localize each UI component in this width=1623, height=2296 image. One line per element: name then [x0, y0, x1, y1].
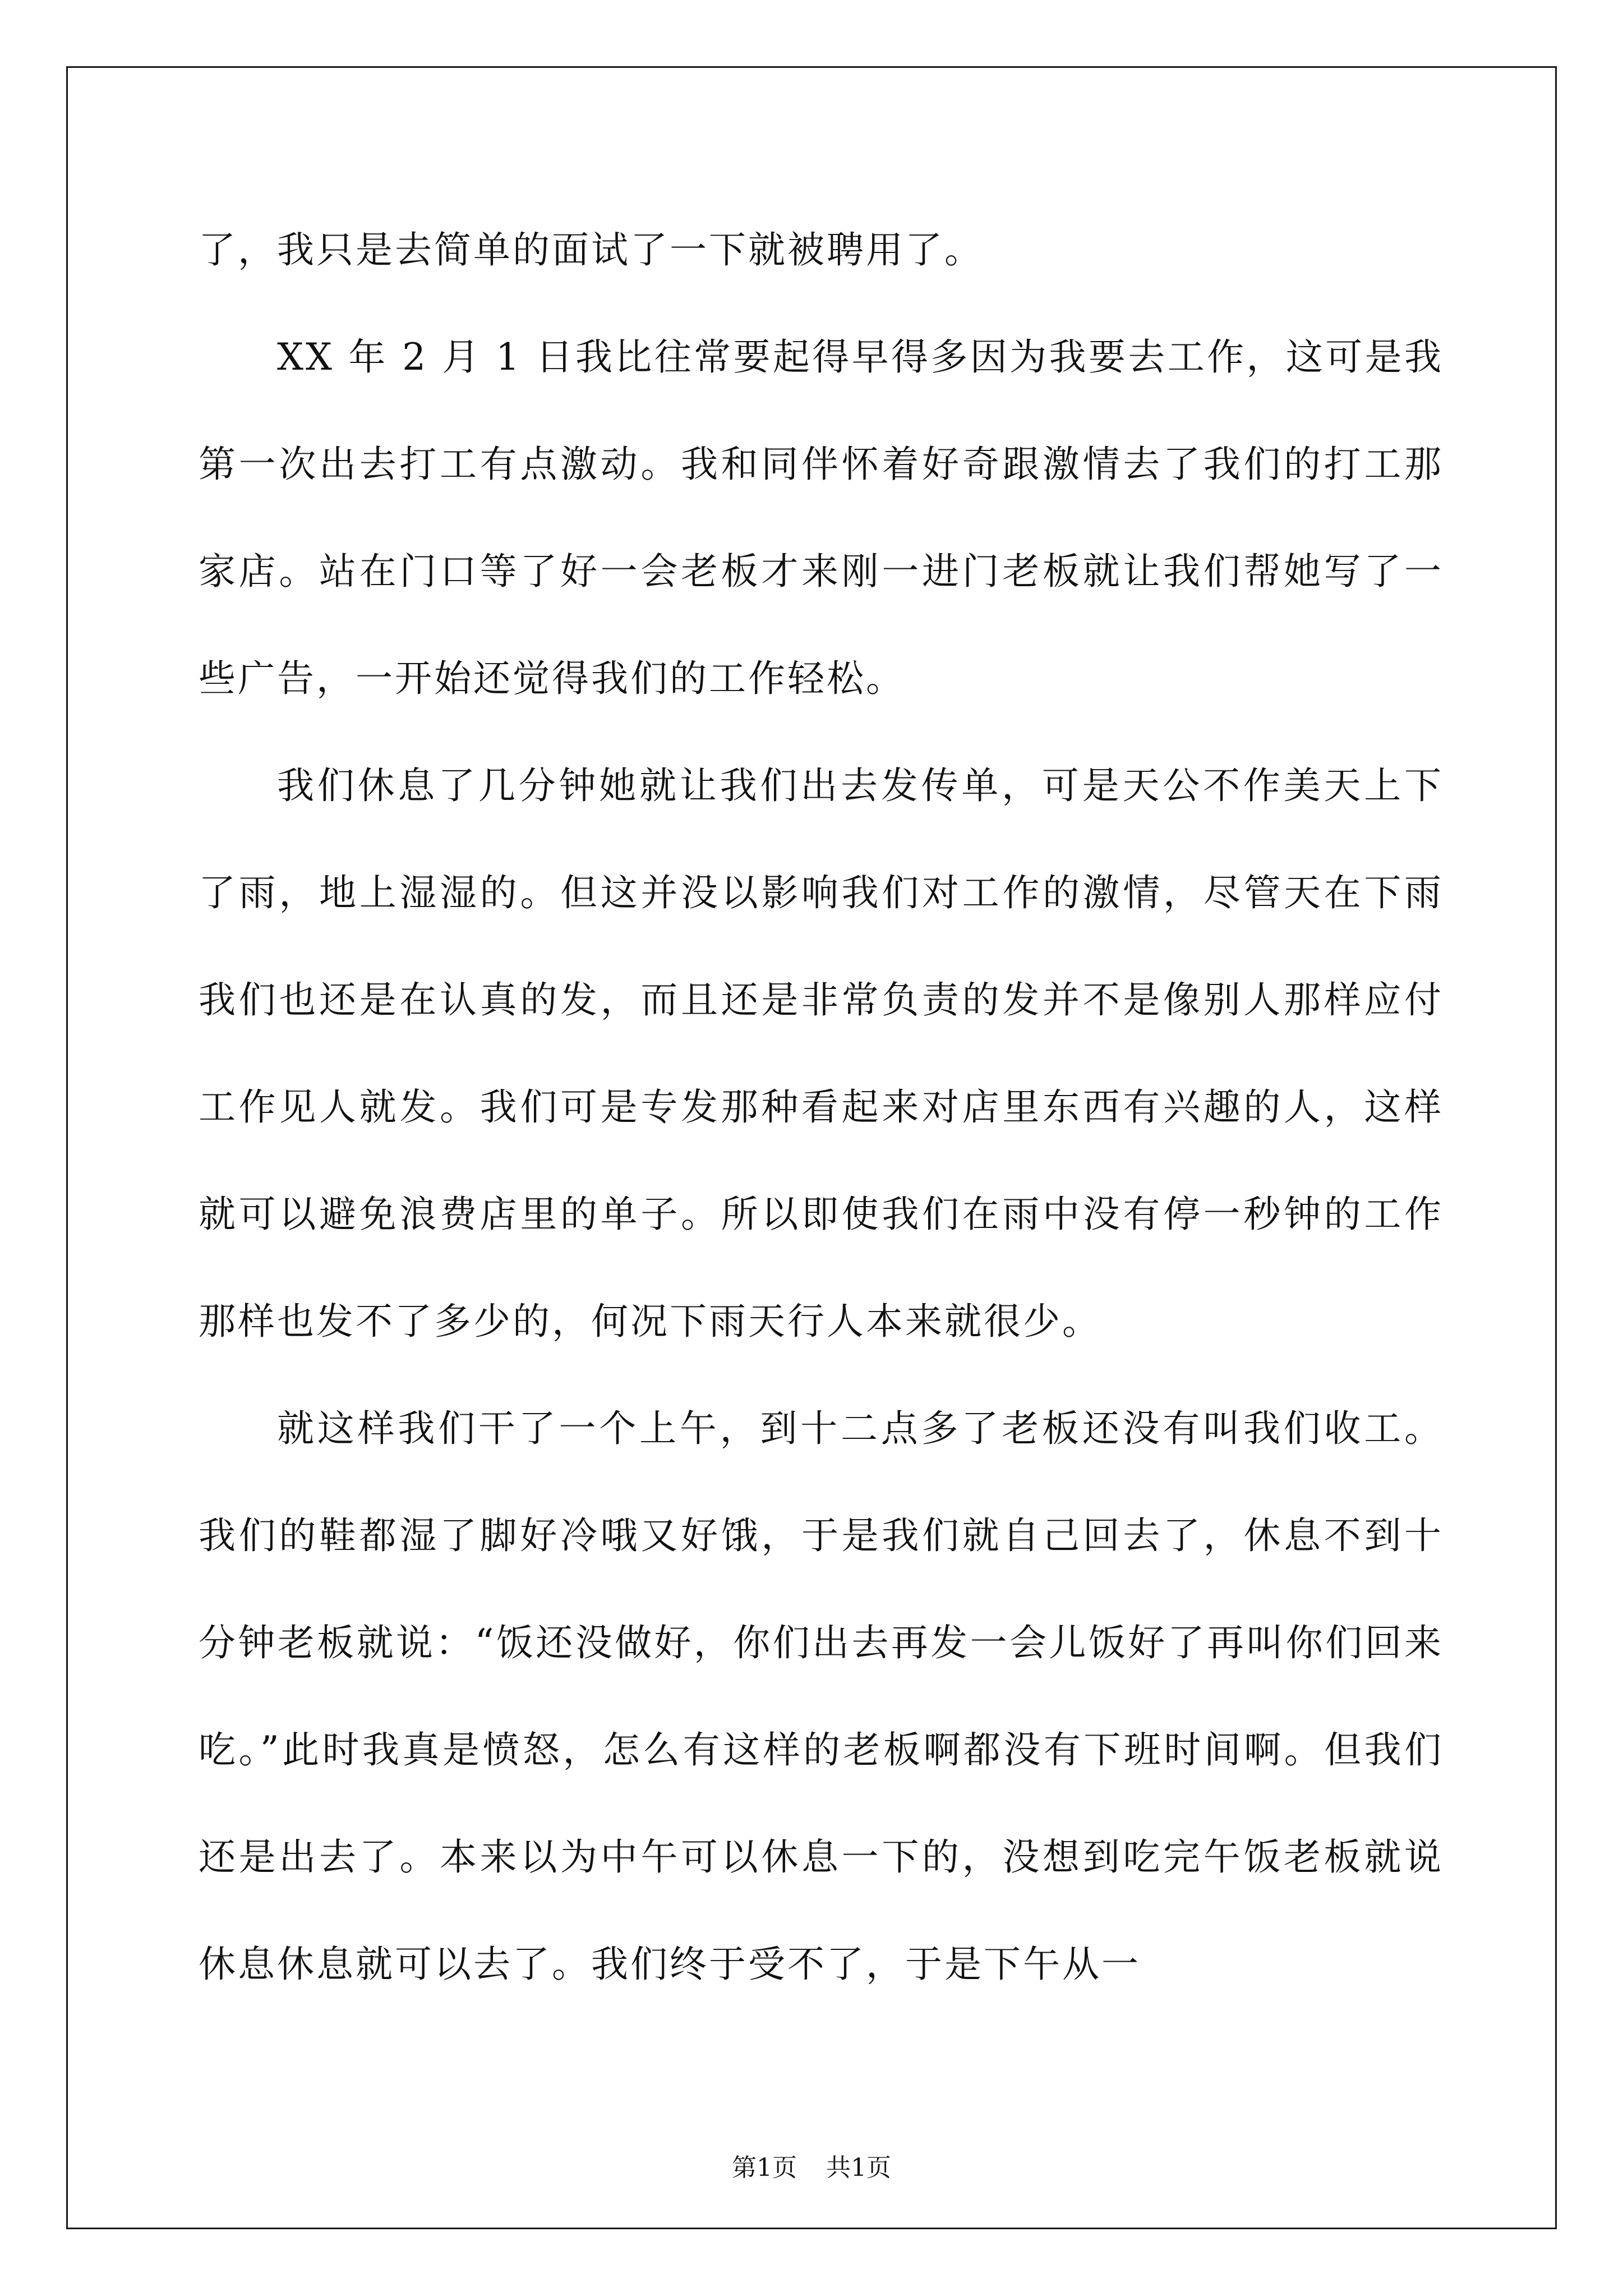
- page-footer: [0, 2151, 1623, 2185]
- paragraph-first-day: XX 年 2 月 1 日我比往常要起得早得多因为我要去工作，这可是我第一次出去打工有点激动。我和同伴怀着好奇跟激情去了我们的打工那家店。站在门口等了好一会老板才来刚一进门老板就让我们帮她写了一些广告，一开始还觉得我们的工作轻松。: [199, 335, 1444, 700]
- document-body: [199, 196, 1444, 2018]
- page-total: 共1页: [826, 2154, 891, 2182]
- paragraph-leaflets-rain: 我们休息了几分钟她就让我们出去发传单，可是天公不作美天上下了雨，地上湿湿的。但这并没以影响我们对工作的激情，尽管天在下雨我们也还是在认真的发，而且还是非常负责的发并不是像别人那样应付工作见人就发。我们可是专发那种看起来对店里东西有兴趣的人，这样就可以避免浪费店里的单子。所以即使我们在雨中没有停一秒钟的工作那样也发不了多少的，何况下雨天行人本来就很少。: [199, 764, 1444, 1343]
- page-number: 第1页: [732, 2154, 797, 2182]
- paragraph-noon: 就这样我们干了一个上午，到十二点多了老板还没有叫我们收工。我们的鞋都湿了脚好冷哦又好饿，于是我们就自己回去了，休息不到十分钟老板就说：“饭还没做好，你们出去再发一会儿饭好了再叫你们回来吃。”此时我真是愤怒，怎么有这样的老板啊都没有下班时间啊。但我们还是出去了。本来以为中午可以休息一下的，没想到吃完午饭老板就说休息休息就可以去了。我们终于受不了，于是下午从一: [199, 1407, 1444, 1986]
- paragraph-continuation: 了，我只是去简单的面试了一下就被聘用了。: [199, 228, 984, 272]
